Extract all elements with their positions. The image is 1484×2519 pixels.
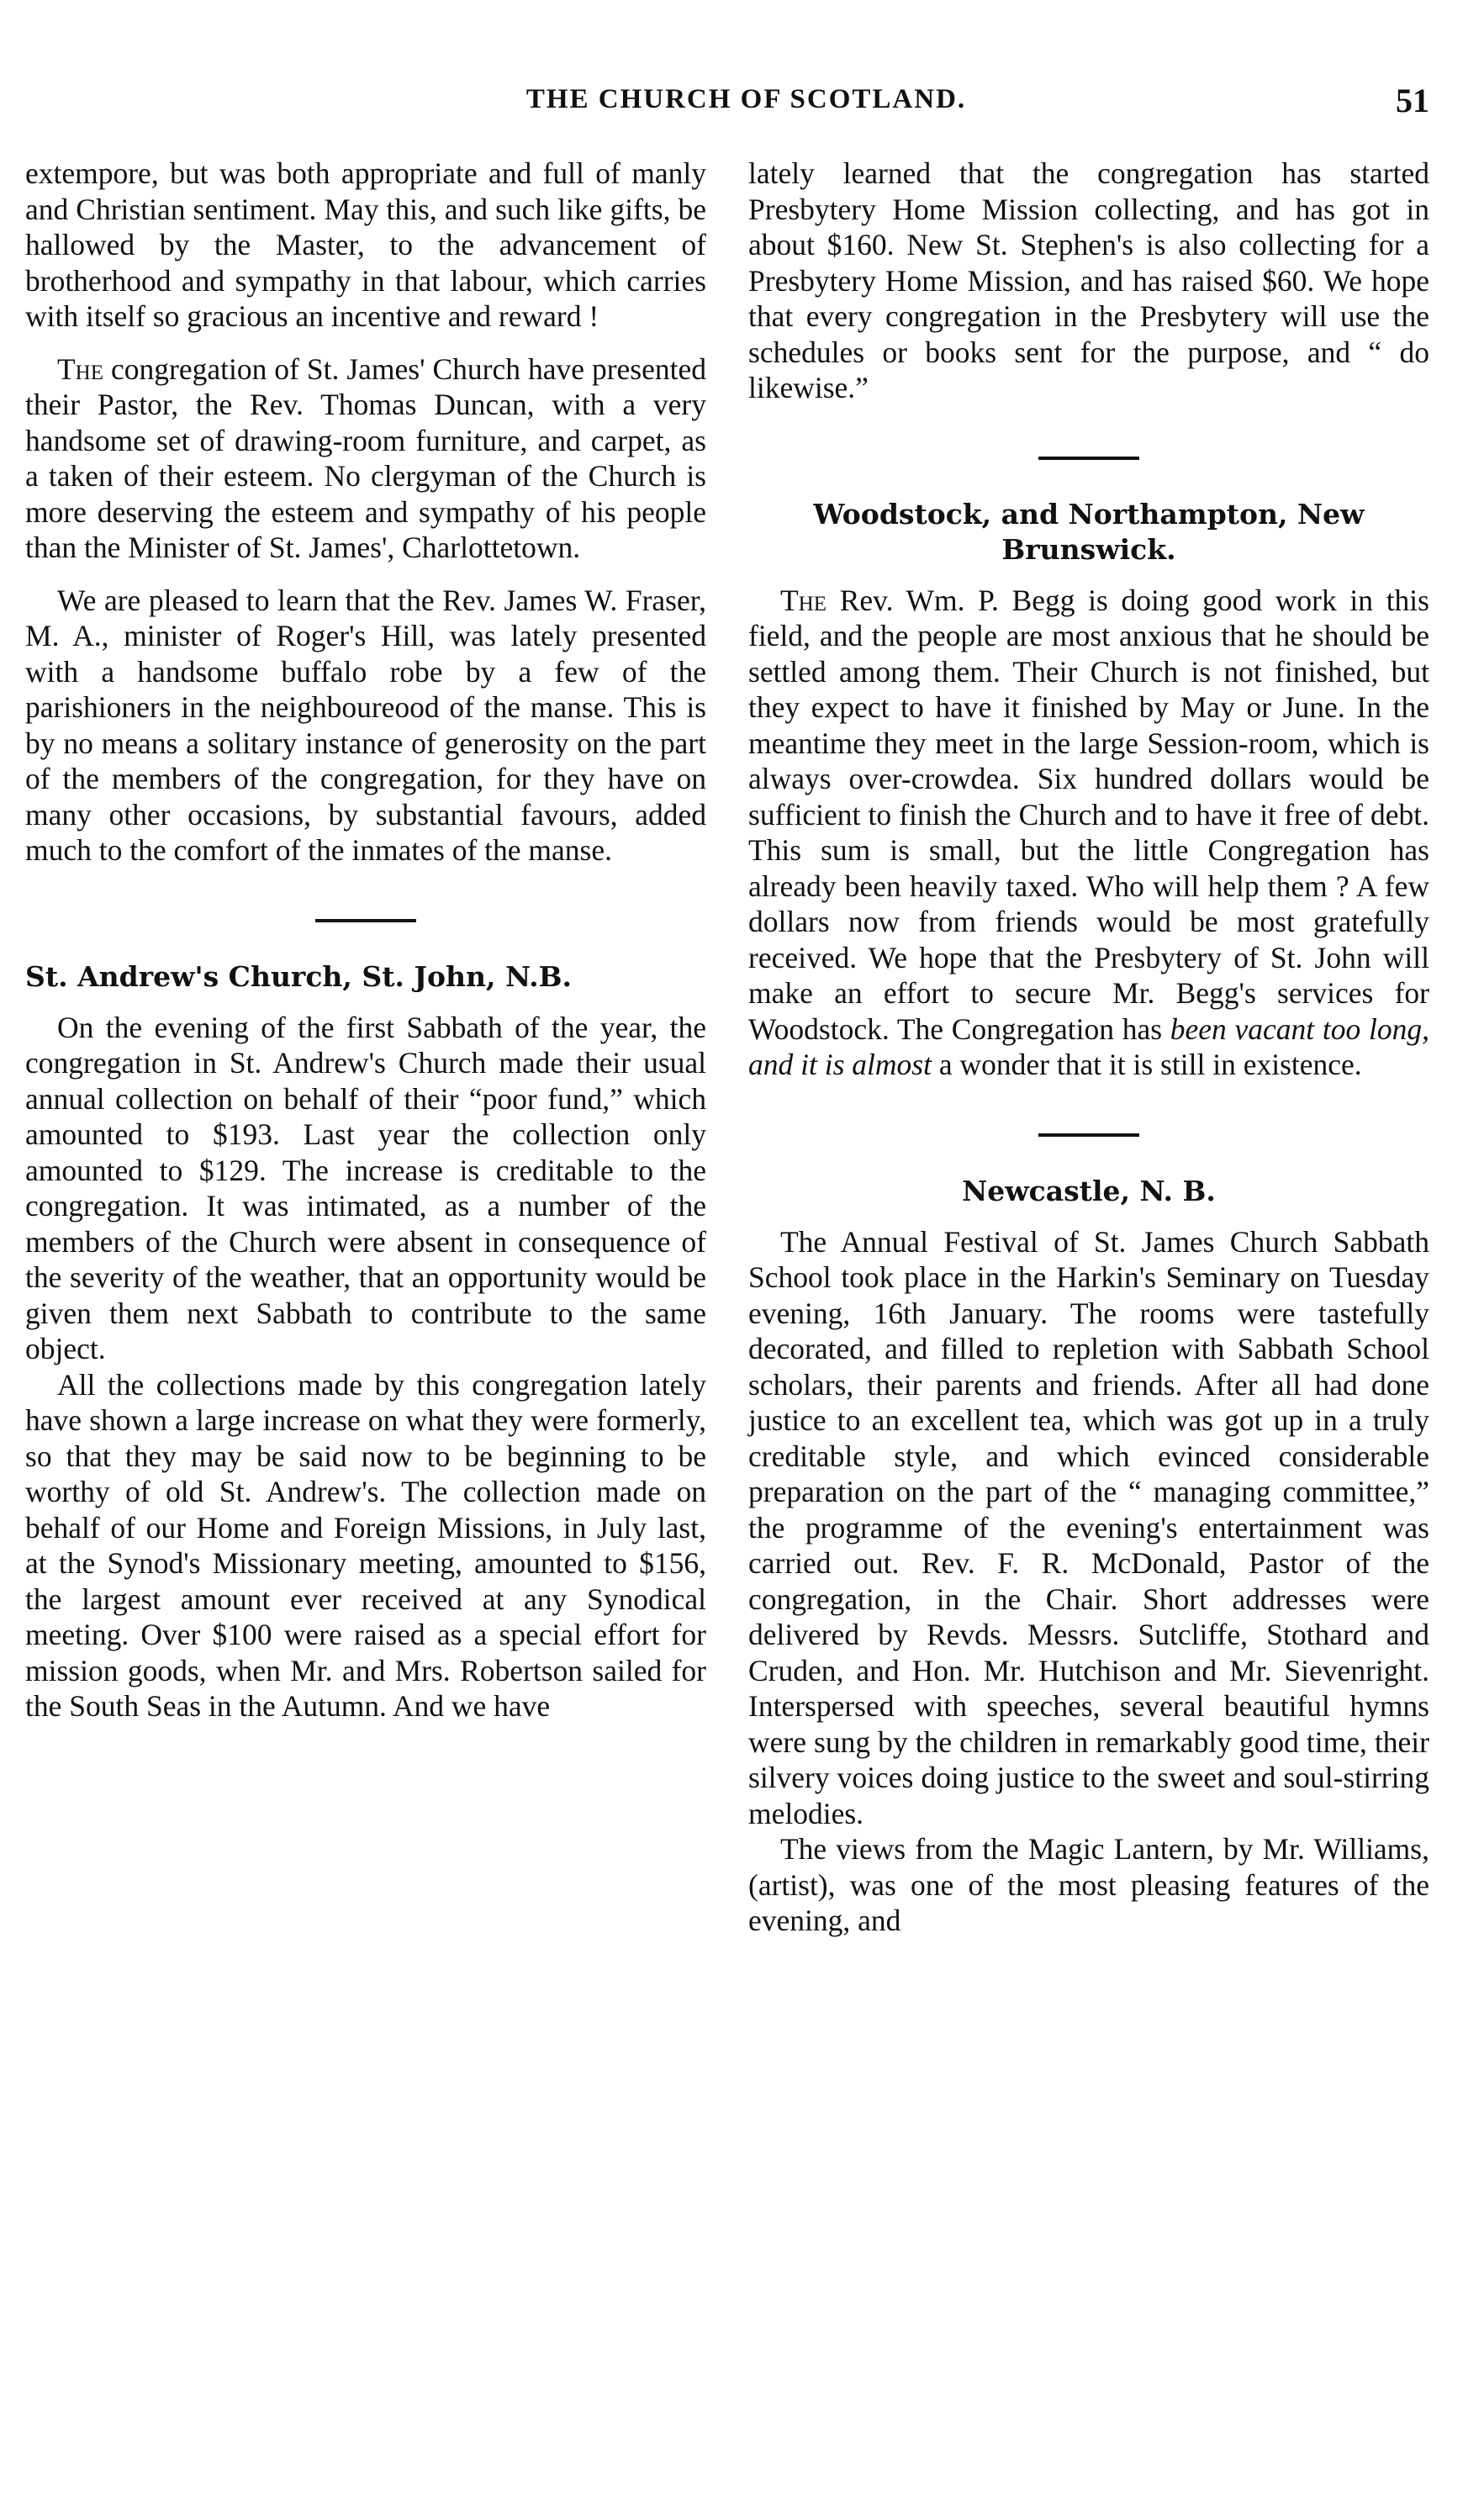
paragraph: We are pleased to learn that the Rev. James W. Fraser, M. A., minister of Roger's Hill, was lately presented with a handsome buffalo robe by a few of the parishioners in the neighboureood of the manse. This is by no means a solitary instance of generosity on the part of the members of the congregation, for they have on many other occasions, by substantial favours, added much to the comfort of the inmates of the manse. [25,583,706,867]
paragraph-text: congregation of St. James' Church have presented their Pastor, the Rev. Thomas Duncan, with a very handsome set of drawing-room furniture, and carpet, as a taken of their esteem. No clergyman of the Church is more deserving the esteem and sympathy of his people than the Minister of St. James', Charlottetown. [25,351,706,564]
paragraph: extempore, but was both appropriate and full of manly and Christian sentiment. May this, and such like gifts, be hallowed by the Master, to the advancement of brotherhood and sympathy in that labour, which carries with itself so gracious an incentive and reward ! [25,156,706,333]
paragraph: On the evening of the first Sabbath of the year, the congregation in St. Andrew's Church made their usual annual collection on behalf of their “poor fund,” which amounted to $193. Last year the collection only amounted to $129. The increase is creditable to the congregation. It was intimated, as a number of the members of the Church were absent in consequence of the severity of the weather, that an opportunity would be given them next Sabbath to contribute to the same object. [25,1010,706,1365]
section-divider [315,919,416,922]
section-heading: Newcastle, N. B. [962,1174,1216,1207]
paragraph: lately learned that the congregation has started Presbytery Home Mission collecting, and has got in about $160. New St. Stephen's is also collecting for a Presbytery Home Mission, and has raised $60. We hope that every congregation in the Presbytery will use the schedules or books sent for the purpose, and “ do likewise.” [748,156,1429,404]
page-number: 51 [1396,82,1429,119]
running-title: THE CHURCH OF SCOTLAND. [525,84,967,114]
paragraph-text: Rev. Wm. P. Begg is doing good work in this field, and the people are most anxious that he should be settled among them. Their Church is not finished, but they expect to have it finished by May or June. In the meantime they meet in the large Session-room, which is always over-crowdea. Six hundred dollars would be sufficient to finish the Church and to have it free of debt. This sum is small, but the little Congregation has already been heavily taxed. Who will help them ? A few dollars now from friends would be most gratefully received. We hope that the Presbytery of St. John will make an effort to secure Mr. Begg's services for Woodstock. The Congregation has [748,583,1429,1046]
paragraph: The views from the Magic Lantern, by Mr. Williams, (artist), was one of the most pleasing features of the evening, and [748,1832,1429,1937]
section-heading: Woodstock, and Northampton, New Brunswick. [813,497,1365,566]
section-divider [1038,457,1139,460]
running-head [25,84,1467,135]
paragraph: The Annual Festival of St. James Church Sabbath School took place in the Harkin's Seminary on Tuesday evening, 16th January. The rooms were tastefully decorated, and filled to repletion with Sabbath School scholars, their parents and friends. After all had done justice to an excellent tea, which was got up in a truly creditable style, and which evinced considerable preparation on the part of the “ managing committee,” the programme of the evening's entertainment was carried out. Rev. F. R. McDonald, Pastor of the congregation, in the Chair. Short addresses were delivered by Revds. Messrs. Sutcliffe, Stothard and Cruden, and Hon. Mr. Hutchison and Mr. Sievenright. Interspersed with speeches, several beautiful hymns were sung by the children in remarkably good time, their silvery voices doing justice to the sweet and soul-stirring melodies. [748,1224,1429,1830]
paragraph-text: a wonder that it is still in existence. [931,1048,1362,1081]
paragraph [748,583,1429,1083]
paragraph [25,351,706,566]
section-heading: St. Andrew's Church, St. John, N.B. [25,959,572,993]
right-column [748,156,1429,1939]
left-column [25,156,706,1724]
italic-text: been vacant too long, and it is almost [748,1011,1429,1081]
document-page [25,84,1467,2506]
paragraph: All the collections made by this congregation lately have shown a large increase on what they were formerly, so that they may be said now to be beginning to be worthy of old St. Andrew's. The collection made on behalf of our Home and Foreign Missions, in July last, at the Synod's Missionary meeting, amounted to $156, the largest amount ever received at any Synodical meeting. Over $100 were raised as a special effort for mission goods, when Mr. and Mrs. Robertson sailed for the South Seas in the Autumn. And we have [25,1367,706,1723]
lead-word: The [57,351,104,386]
lead-word: The [780,583,827,617]
section-divider [1038,1133,1139,1137]
